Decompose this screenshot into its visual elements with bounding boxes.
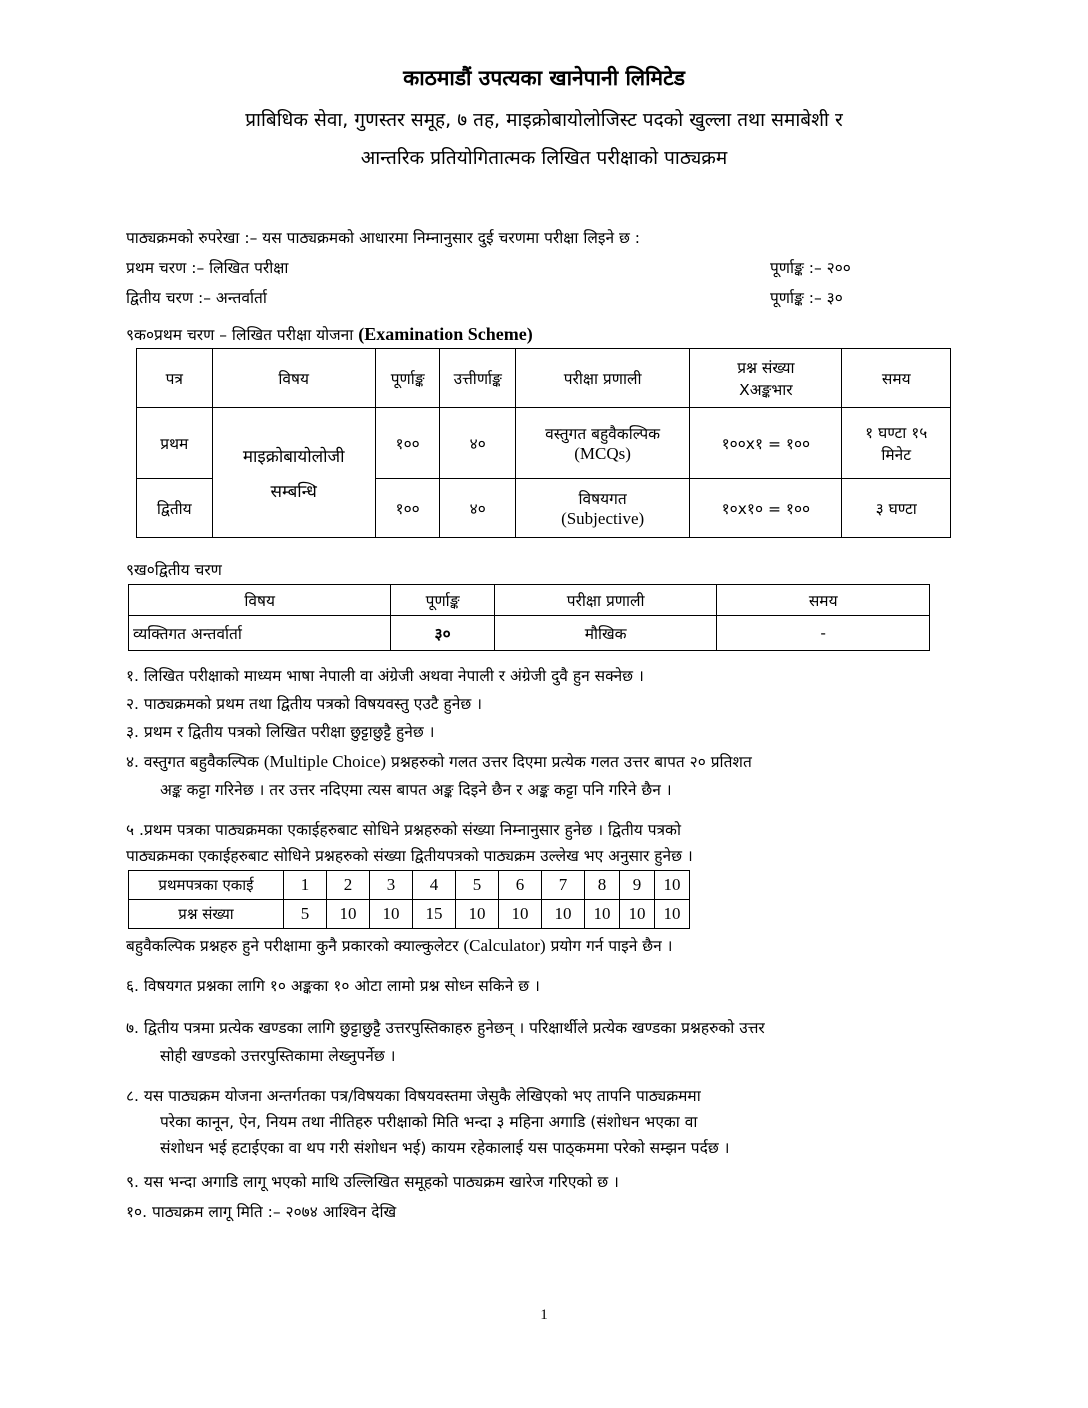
cell-pass-marks: ४० (440, 479, 516, 538)
calculator-note (126, 932, 673, 960)
unit-cell: 2 (327, 871, 370, 900)
note-7-line-2: सोही खण्डको उत्तरपुस्तिकामा लेख्नुपर्नेछ । (160, 1047, 396, 1065)
note-8-line-1: ८. यस पाठ्यक्रम योजना अन्तर्गतका पत्र/विषयका विषयवस्तमा जेसुकै लेखिएको भए तापनि पाठ्यक्रममा (126, 1087, 701, 1105)
note-6: ६. विषयगत प्रश्नका लागि १० अङ्कका १० ओटा लामो प्रश्न सोध्न सकिने छ । (126, 977, 540, 995)
count-cell: 10 (456, 900, 499, 929)
cell-full-marks: १०० (375, 408, 440, 479)
header-cell: पूर्णाङ्क (391, 585, 495, 616)
cell-questions: १००x१ = १०० (690, 408, 842, 479)
cell-exam-system (516, 408, 690, 479)
time-line: १ घण्टा १५ (865, 424, 928, 442)
header-cell: पूर्णाङ्क (375, 349, 440, 408)
count-cell: 5 (284, 900, 327, 929)
note-10: १०. पाठ्यक्रम लागू मिति :– २०७४ आश्विन देखि (126, 1203, 397, 1221)
unit-cell: 6 (499, 871, 542, 900)
note-4-post: प्रश्नहरुको गलत उत्तर दिएमा प्रत्येक गलत उत्तर बापत २० प्रतिशत (391, 753, 752, 771)
unit-cell: 3 (370, 871, 413, 900)
header-cell (690, 349, 842, 408)
calculator-note-pre: बहुवैकल्पिक प्रश्नहरु हुने परीक्षामा कुनै प्रकारको क्याल्कुलेटर (126, 937, 459, 955)
scheme-heading-np: ९क०प्रथम चरण – लिखित परीक्षा योजना (126, 326, 354, 344)
header-cell: विषय (212, 349, 375, 408)
cell: ३० (391, 616, 495, 651)
cell-time (842, 408, 951, 479)
subject-line: सम्बन्धि (270, 481, 317, 502)
stage2-label: द्वितीय चरण :– अन्तर्वार्ता (126, 289, 267, 307)
unit-cell: 10 (655, 871, 690, 900)
note-4-cont: अङ्क कट्टा गरिनेछ । तर उत्तर नदिएमा त्यस बापत अङ्क दिइने छैन र अङ्क कट्टा पनि गरिने छैन । (160, 781, 672, 799)
system-line-en: (MCQs) (574, 444, 631, 463)
cell: मौखिक (494, 616, 717, 651)
note-8-line-3: संशोधन भई हटाईएका वा थप गरी संशोधन भई) कायम रहेकालाई यस पाठ्कममा परेको सम्झन पर्दछ । (160, 1139, 730, 1157)
subject-line: माइक्रोबायोलोजी (242, 446, 345, 467)
header-cell: परीक्षा प्रणाली (494, 585, 717, 616)
header-cell: परीक्षा प्रणाली (516, 349, 690, 408)
header-cell: पत्र (137, 349, 213, 408)
note-3: ३. प्रथम र द्वितीय पत्रको लिखित परीक्षा छुट्टाछुट्टै हुनेछ । (126, 723, 435, 741)
count-cell: 15 (413, 900, 456, 929)
note-2: २. पाठ्यक्रमको प्रथम तथा द्वितीय पत्रको विषयवस्तु एउटै हुनेछ । (126, 695, 483, 713)
note-5-line-2: पाठ्यक्रमका एकाईहरुबाट सोधिने प्रश्नहरुको संख्या द्वितीयपत्रको पाठ्यक्रम उल्लेख भए अनुसार हुनेछ । (126, 847, 693, 865)
calculator-note-post: प्रयोग गर्न पाइने छैन । (550, 937, 673, 955)
count-cell: 10 (542, 900, 585, 929)
cell: - (717, 616, 930, 651)
table-row (129, 900, 690, 929)
count-cell: 10 (585, 900, 620, 929)
table-row (129, 616, 930, 651)
stage1-label: प्रथम चरण :– लिखित परीक्षा (126, 259, 289, 277)
cell-questions: १०x१० = १०० (690, 479, 842, 538)
cell-subject (212, 408, 375, 538)
table-header-row (129, 585, 930, 616)
unit-cell: 7 (542, 871, 585, 900)
header-cell: विषय (129, 585, 391, 616)
note-7-line-1: ७. द्वितीय पत्रमा प्रत्येक खण्डका लागि छुट्टाछुट्टै उत्तरपुस्तिकाहरु हुनेछन् । परिक्षार्थीले प्रत्येक खण्डका प्रश्नहरुको उत्तर (126, 1019, 765, 1037)
unit-cell: 8 (585, 871, 620, 900)
calculator-note-en: (Calculator) (463, 936, 546, 955)
note-4-en: (Multiple Choice) (263, 752, 387, 771)
count-cell: 10 (655, 900, 690, 929)
count-cell: 10 (327, 900, 370, 929)
note-4-pre: ४. वस्तुगत बहुवैकल्पिक (126, 753, 259, 771)
count-cell: 10 (370, 900, 413, 929)
unit-cell: 5 (456, 871, 499, 900)
stage2-heading: ९ख०द्वितीय चरण (126, 561, 222, 579)
system-line: विषयगत (578, 490, 627, 508)
unit-cell: 9 (620, 871, 655, 900)
scheme-heading-en: (Examination Scheme) (358, 324, 533, 344)
cell-pass-marks: ४० (440, 408, 516, 479)
org-title: काठमाडौं उपत्यका खानेपानी लिमिटेड (403, 66, 685, 90)
cell-time: ३ घण्टा (842, 479, 951, 538)
scheme-heading (126, 323, 533, 345)
cell-paper: प्रथम (137, 408, 213, 479)
units-table (128, 870, 690, 929)
page-number: 1 (540, 1307, 548, 1323)
stage2-table (128, 584, 930, 651)
stage1-marks: पूर्णाङ्क :– २०० (770, 259, 851, 277)
header-cell-line: Xअङ्कभार (739, 381, 793, 399)
unit-cell: 1 (284, 871, 327, 900)
subtitle-line-1: प्राबिधिक सेवा, गुणस्तर समूह, ७ तह, माइक्रोबायोलोजिस्ट पदको खुल्ला तथा समाबेशी र (245, 109, 843, 131)
note-5-line-1: ५ .प्रथम पत्रका पाठ्यक्रमका एकाईहरुबाट सोधिने प्रश्नहरुको संख्या निम्नानुसार हुनेछ । द्वितीय पत्रको (126, 821, 681, 839)
subtitle-line-2: आन्तरिक प्रतियोगितात्मक लिखित परीक्षाको पाठ्यक्रम (360, 147, 728, 169)
header-cell: उत्तीर्णाङ्क (440, 349, 516, 408)
count-cell: 10 (620, 900, 655, 929)
table-row (137, 408, 951, 479)
note-9: ९. यस भन्दा अगाडि लागू भएको माथि उल्लिखित समूहको पाठ्यक्रम खारेज गरिएको छ । (126, 1173, 619, 1191)
cell-full-marks: १०० (375, 479, 440, 538)
outline-intro: पाठ्यक्रमको रुपरेखा :– यस पाठ्यक्रमको आधारमा निम्नानुसार दुई चरणमा परीक्षा लिइने छ : (126, 229, 641, 247)
row-label: प्रश्न संख्या (129, 900, 284, 929)
count-cell: 10 (499, 900, 542, 929)
system-line: वस्तुगत बहुवैकल्पिक (545, 425, 661, 443)
header-cell-line: प्रश्न संख्या (737, 359, 795, 377)
stage2-marks: पूर्णाङ्क :– ३० (770, 289, 843, 307)
cell-exam-system (516, 479, 690, 538)
note-1: १. लिखित परीक्षाको माध्यम भाषा नेपाली वा अंग्रेजी अथवा नेपाली र अंग्रेजी दुवै हुन सक्नेछ । (126, 667, 644, 685)
system-line-en: (Subjective) (561, 509, 645, 528)
table-row (129, 871, 690, 900)
header-cell: समय (842, 349, 951, 408)
table-header-row (137, 349, 951, 408)
note-4 (126, 748, 752, 776)
unit-cell: 4 (413, 871, 456, 900)
cell: व्यक्तिगत अन्तर्वार्ता (129, 616, 391, 651)
cell-paper: द्वितीय (137, 479, 213, 538)
header-cell: समय (717, 585, 930, 616)
time-line: मिनेट (881, 446, 912, 464)
note-8-line-2: परेका कानून, ऐन, नियम तथा नीतिहरु परीक्षाको मिति भन्दा ३ महिना अगाडि (संशोधन भएका वा (160, 1113, 698, 1131)
row-label: प्रथमपत्रका एकाई (129, 871, 284, 900)
exam-scheme-table (136, 348, 951, 538)
